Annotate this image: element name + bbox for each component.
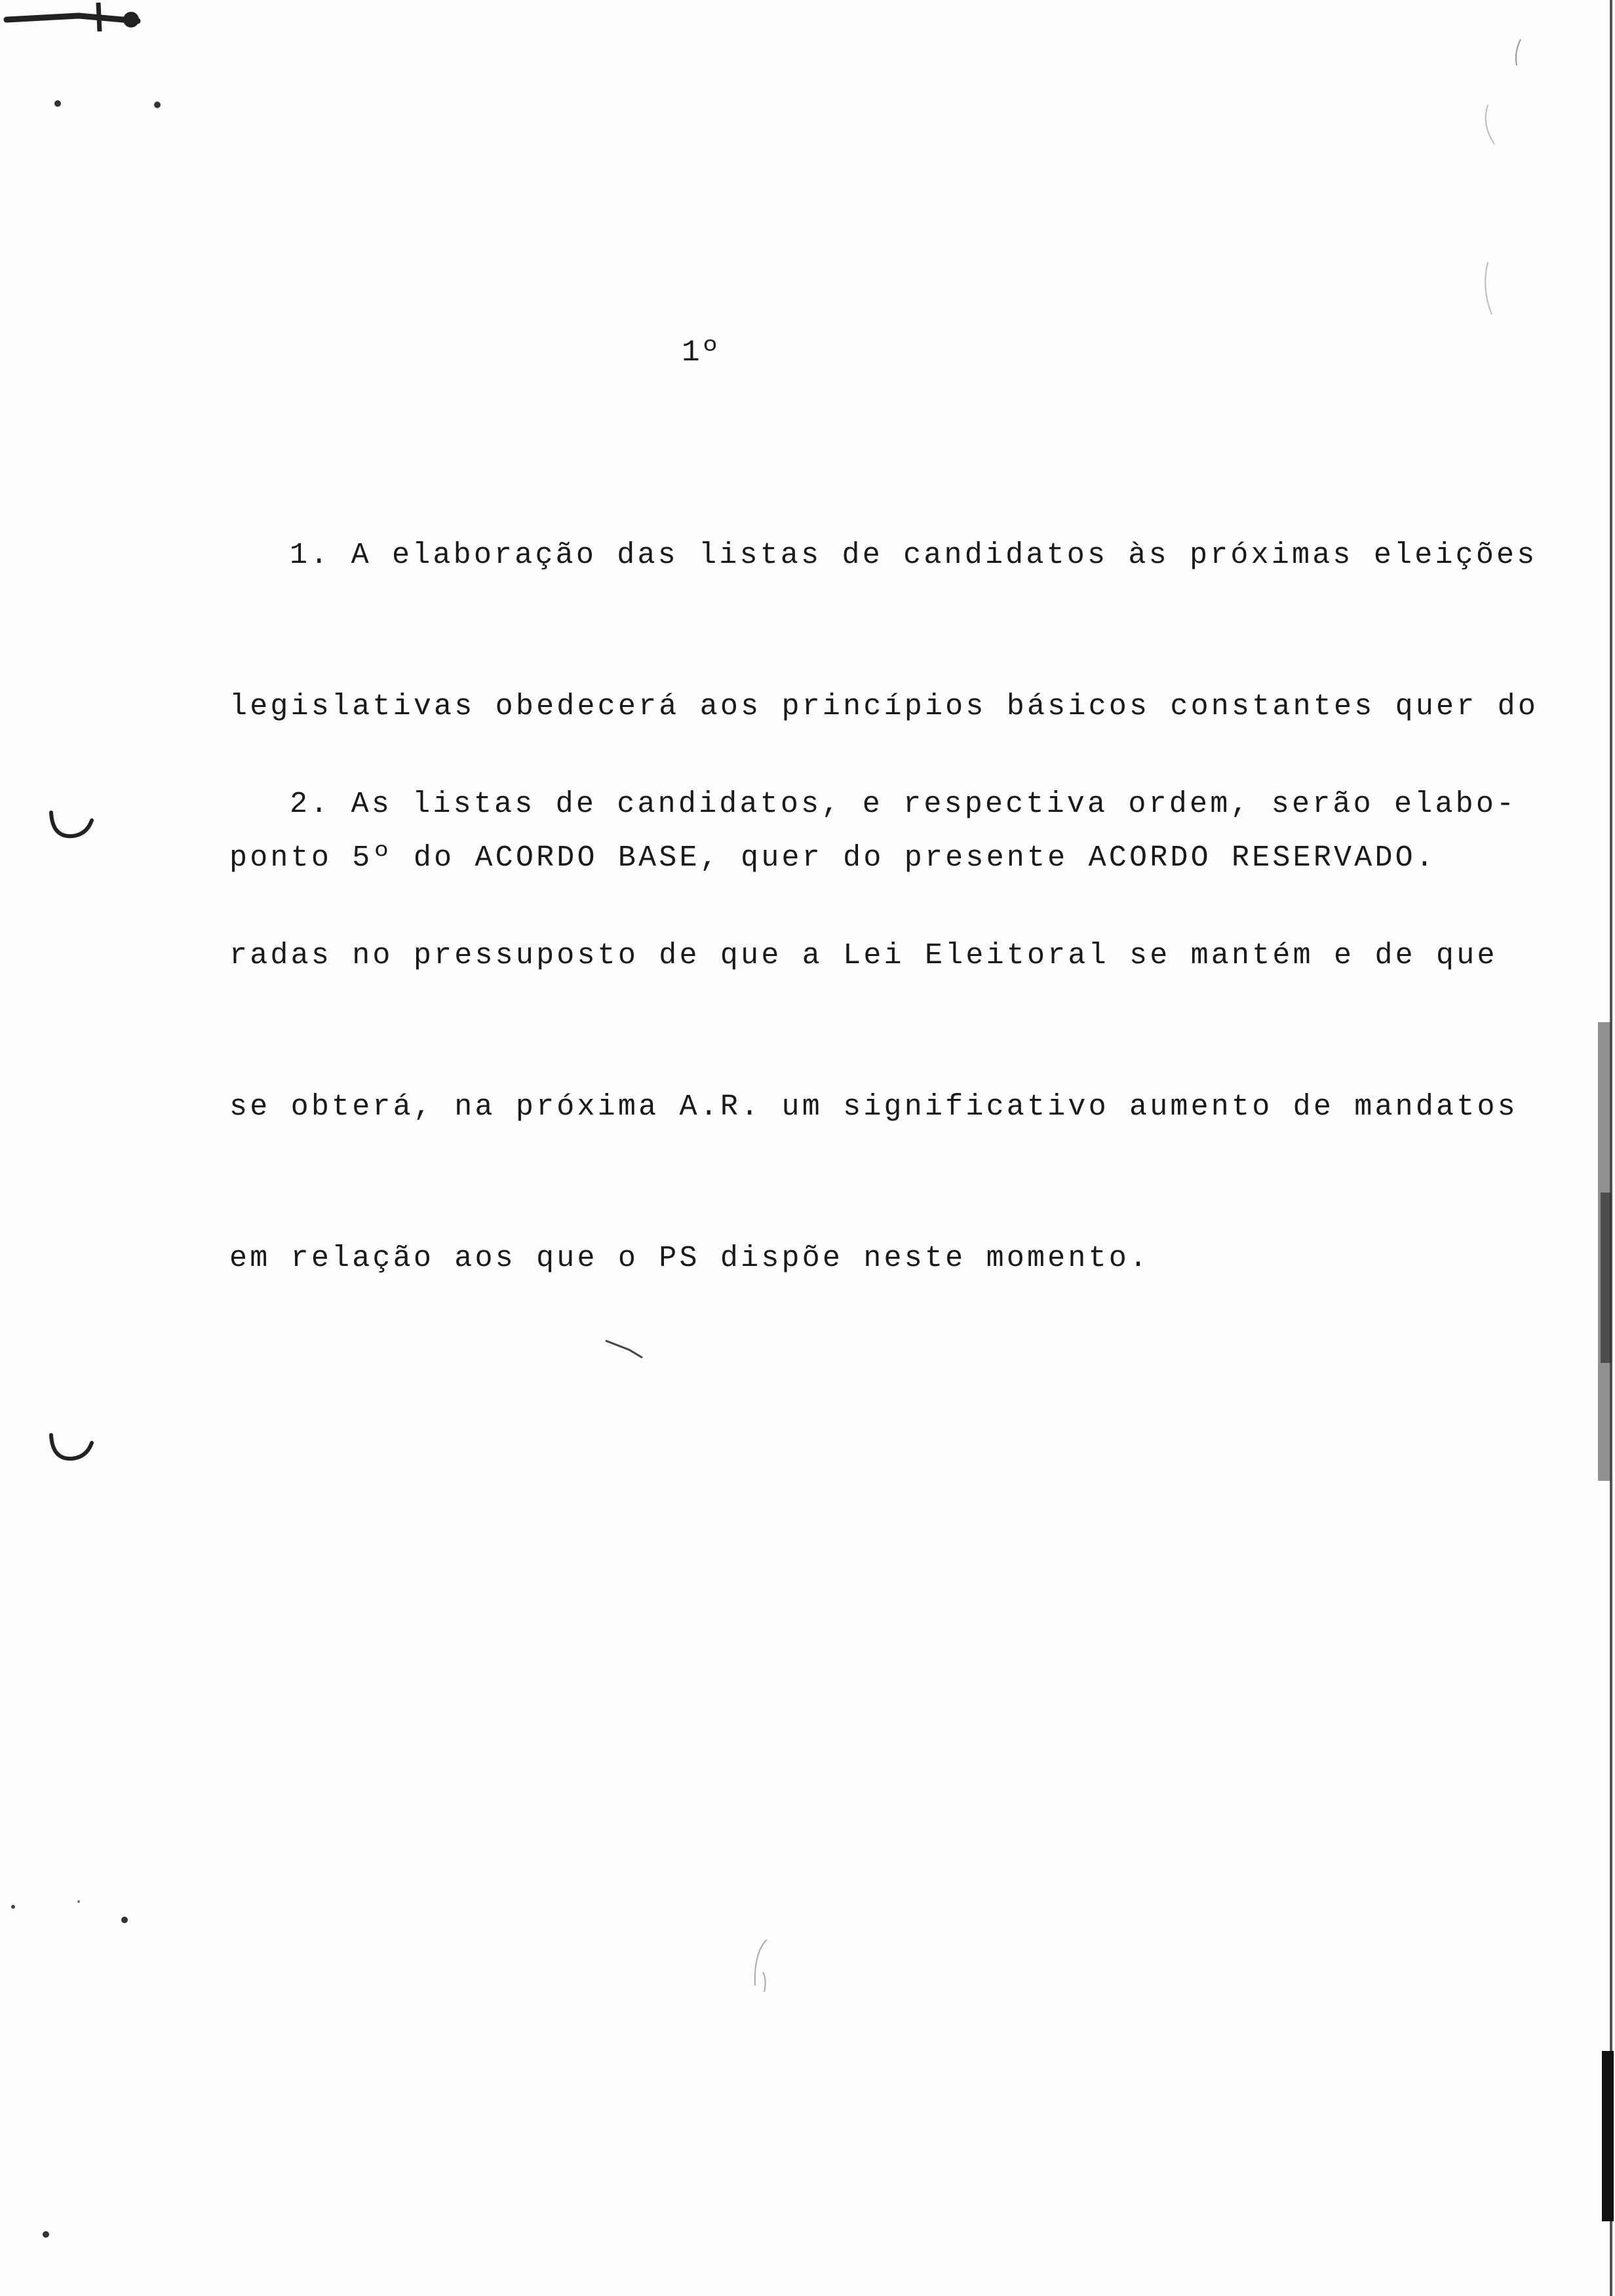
staple-mark-icon: [0, 0, 170, 131]
punch-hole-icon: [46, 806, 98, 845]
paragraph-2: [229, 678, 1539, 1385]
paragraph-line: legislativas obedecerá aos princípios básicos constantes quer do: [229, 690, 1539, 723]
scan-artifact-icon: [33, 2221, 59, 2248]
paragraph-line: 1. A elaboração das listas de candidatos às próximas eleições: [290, 539, 1538, 572]
paragraph-line: em relação aos que o PS dispõe neste momento.: [229, 1242, 1150, 1275]
page-number: 1º: [682, 335, 721, 370]
binding-edge: [1593, 0, 1615, 2296]
scan-artifact-icon: [0, 1874, 157, 1940]
paragraph-line: 2. As listas de candidatos, e respectiva ordem, serão elabo-: [290, 788, 1517, 821]
scan-artifact-icon: [1475, 26, 1553, 328]
paragraph-line: radas no pressuposto de que a Lei Eleitoral se mantém e de que: [229, 939, 1498, 972]
paragraph-line: ponto 5º do ACORDO BASE, quer do presente ACORDO RESERVADO.: [229, 841, 1437, 875]
paragraph-line: se obterá, na próxima A.R. um significativo aumento de mandatos: [229, 1090, 1518, 1124]
punch-hole-icon: [46, 1428, 98, 1468]
scan-artifact-icon: [741, 1933, 780, 2012]
